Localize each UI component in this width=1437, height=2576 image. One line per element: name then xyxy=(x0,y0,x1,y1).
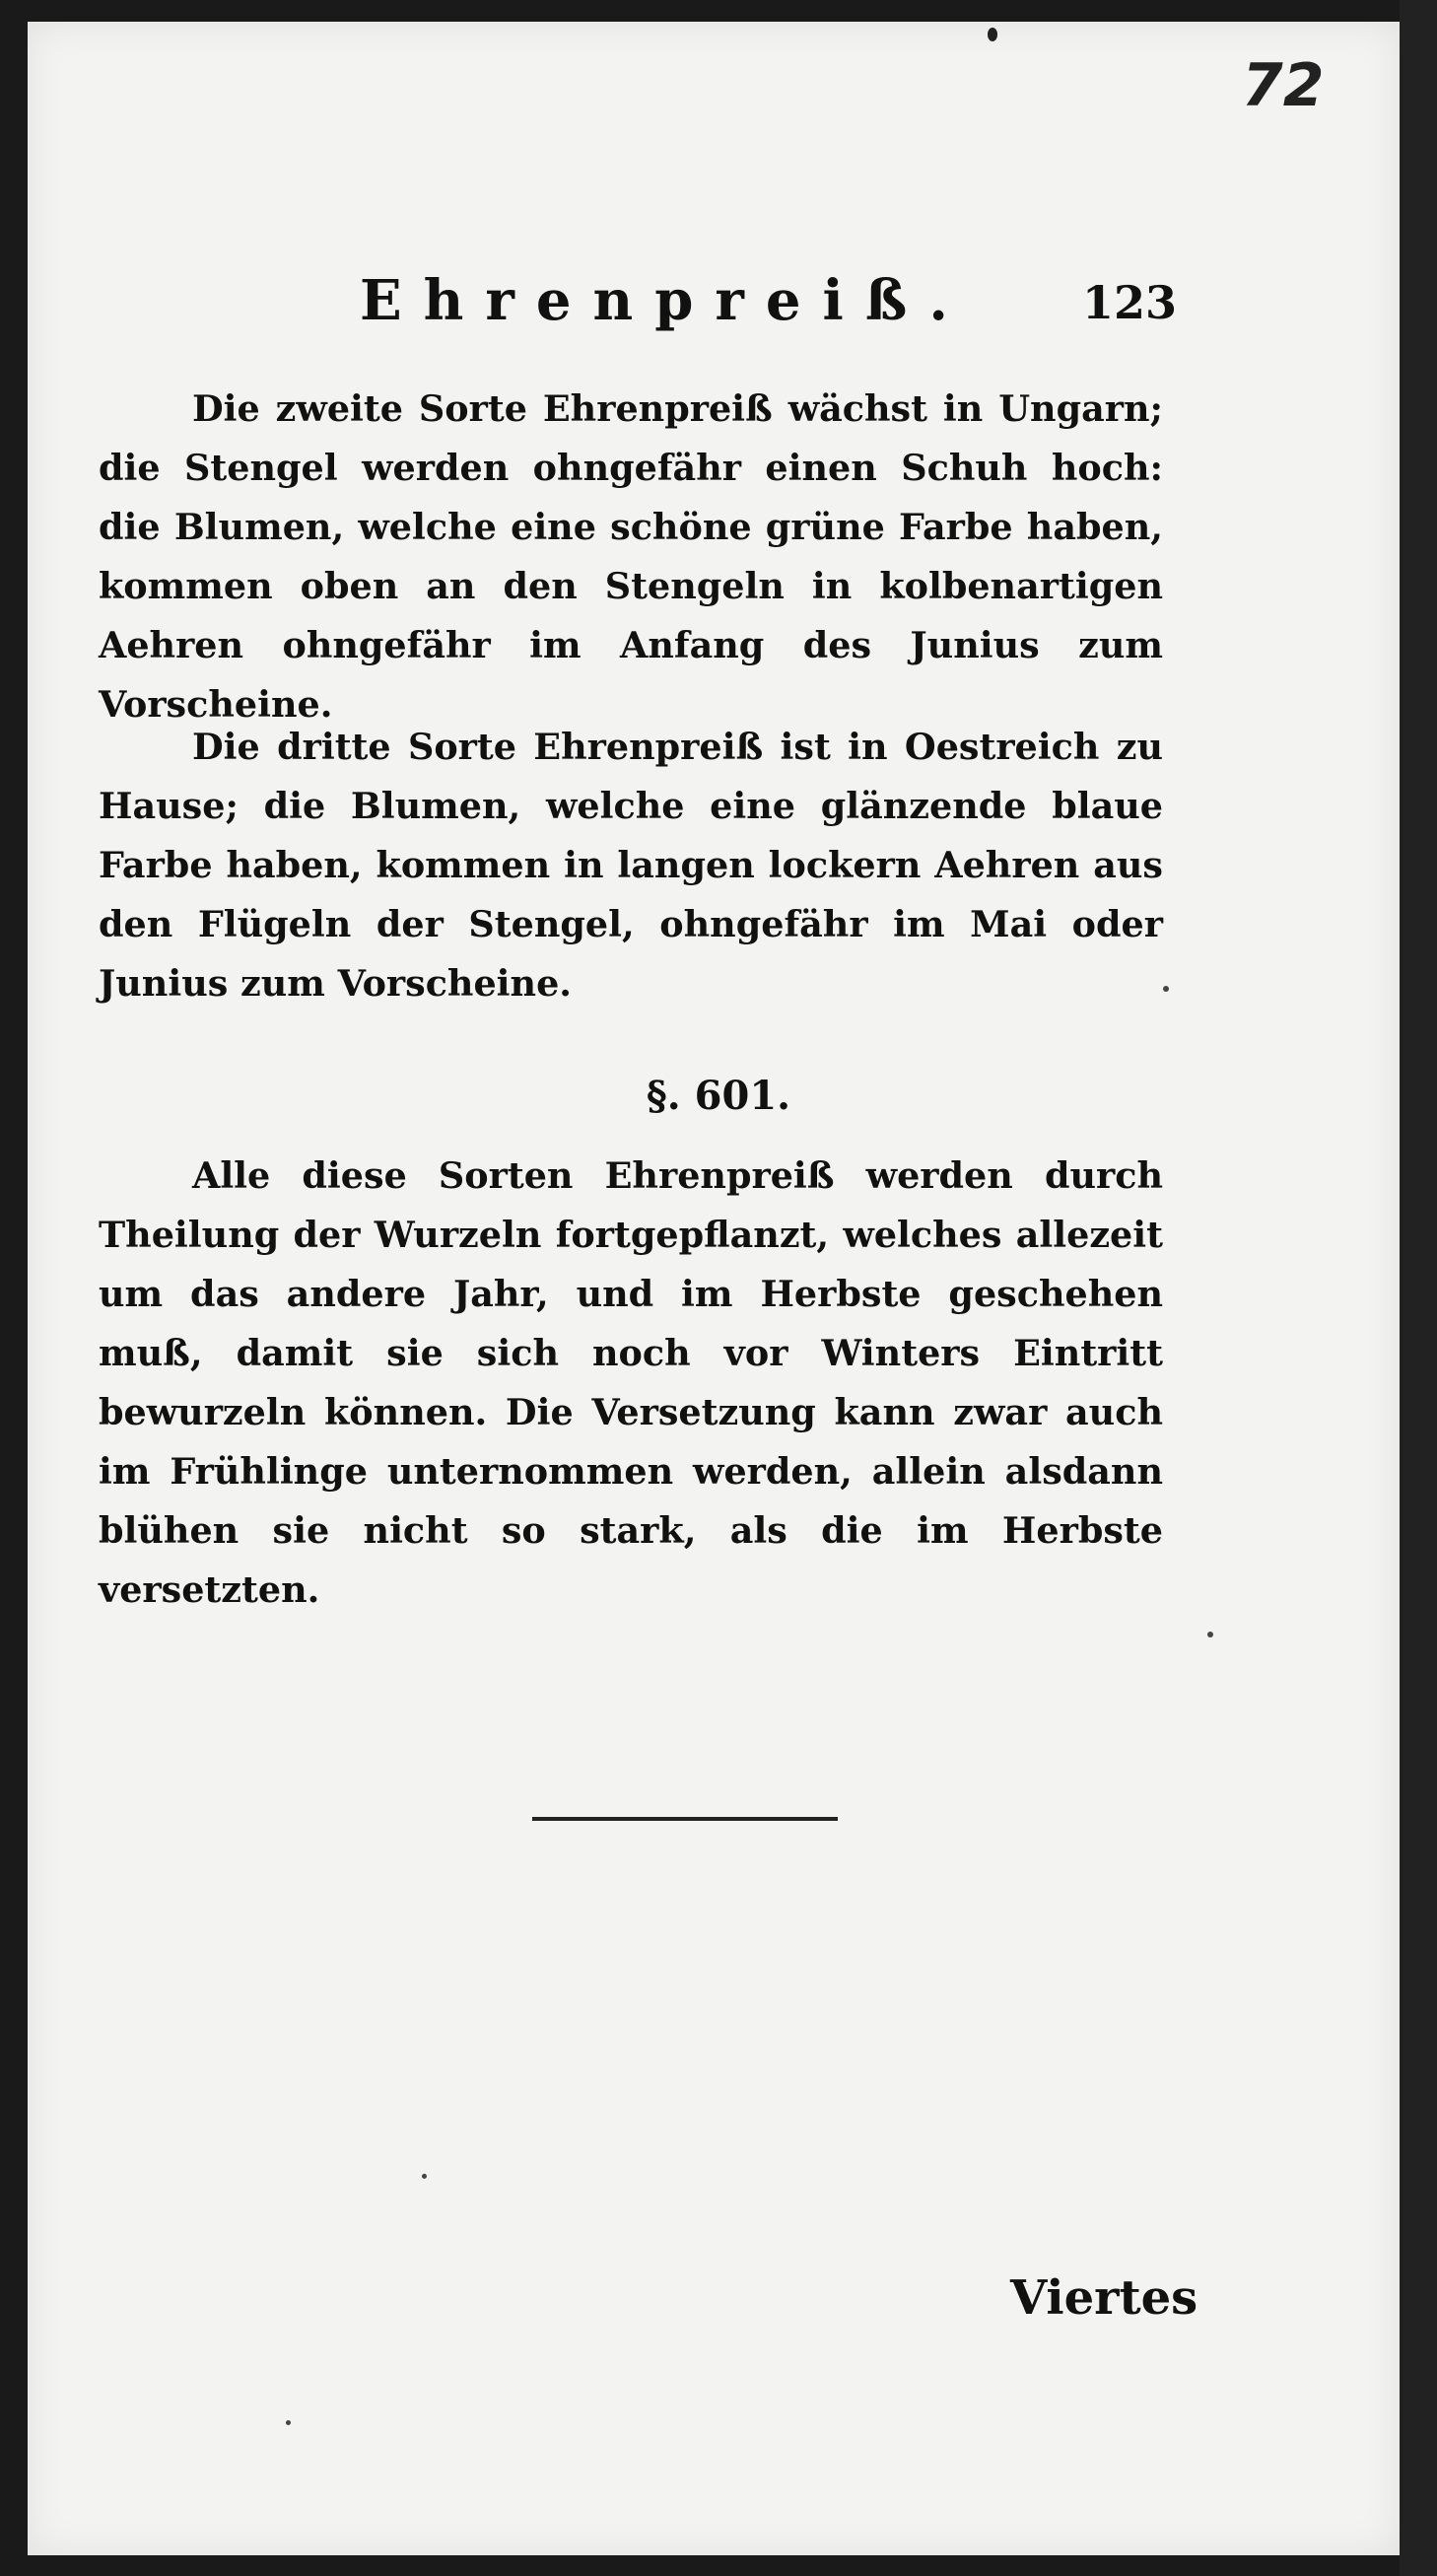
ink-speck xyxy=(1163,986,1169,992)
section-paragraph xyxy=(99,1147,1163,1620)
paragraph-third-sort xyxy=(99,718,1163,1013)
paragraph-text: Alle diese Sorten Ehrenpreiß werden durch Theilung der Wurzeln fortgepflanzt, welches allezeit um das andere Jahr, und im Herbste geschehen muß, damit sie sich noch vor Winters Eintritt bewurzeln können. Die Versetzung kann zwar auch im Frühlinge unternommen werden, allein alsdann blühen sie nicht so stark, als die im Herbste versetzten. xyxy=(99,1154,1163,1611)
catchword: Viertes xyxy=(1010,2270,1198,2326)
ink-speck xyxy=(422,2174,427,2179)
ink-speck xyxy=(286,2420,291,2425)
page-header xyxy=(0,268,1437,337)
paragraph-second-sort xyxy=(99,380,1163,734)
ink-speck xyxy=(1207,1632,1213,1637)
section-heading: §. 601. xyxy=(646,1073,791,1119)
ink-speck xyxy=(988,28,997,41)
page-number: 123 xyxy=(1082,276,1178,329)
section-divider-rule xyxy=(532,1817,838,1821)
handwritten-folio-number: 72 xyxy=(1242,51,1325,120)
scan-edge xyxy=(1400,0,1437,2576)
paragraph-text: Die zweite Sorte Ehrenpreiß wächst in Ungarn; die Stengel werden ohngefähr einen Schuh hoch: die Blumen, welche eine schöne grüne Farbe haben, kommen oben an den Stengeln in kolbenartigen Aehren ohngefähr im Anfang des Junius zum Vorscheine. xyxy=(99,387,1163,726)
paragraph-text: Die dritte Sorte Ehrenpreiß ist in Oestreich zu Hause; die Blumen, welche eine glänzende blaue Farbe haben, kommen in langen lockern Aehren aus den Flügeln der Stengel, ohngefähr im Mai oder Junius zum Vorscheine. xyxy=(99,726,1163,1005)
running-title: Ehrenpreiß. xyxy=(360,268,970,333)
